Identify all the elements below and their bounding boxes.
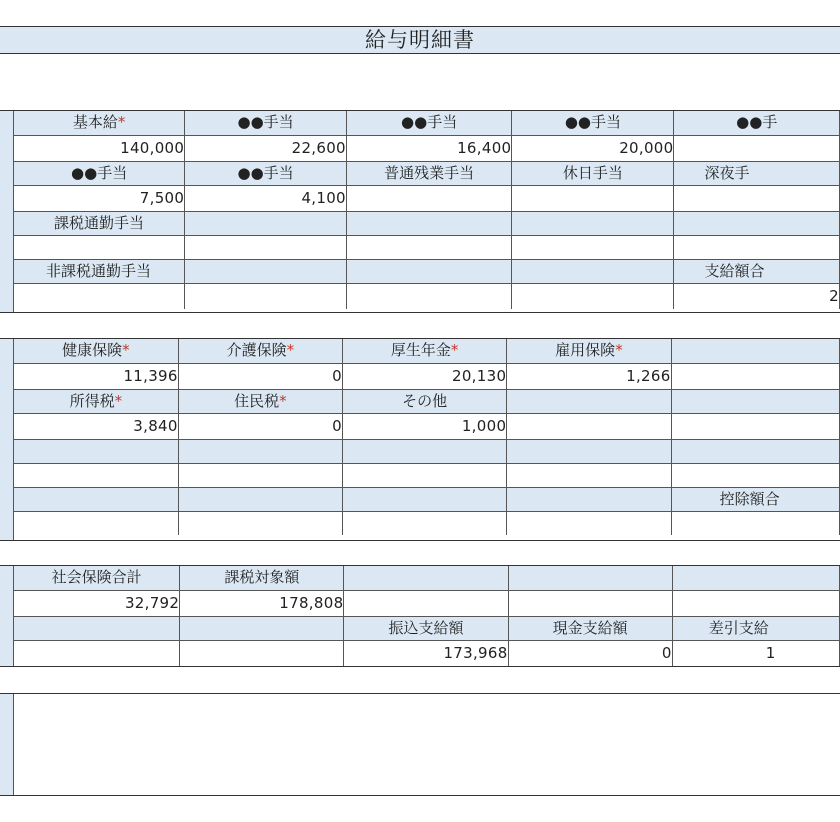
required-mark: * — [117, 113, 126, 132]
label-cell — [180, 616, 344, 640]
value-cell[interactable]: 11,396 — [14, 363, 178, 389]
label-cell — [178, 389, 342, 413]
table-row — [14, 487, 840, 511]
label-cell — [343, 487, 507, 511]
memo-side-tab — [0, 694, 14, 795]
payments-table — [14, 111, 840, 309]
label-cell: その他 — [343, 389, 507, 413]
label-cell: 現金支給額 — [508, 616, 672, 640]
label-cell: 差引支給 — [672, 616, 839, 640]
payments-section — [0, 110, 840, 313]
label-cell — [507, 339, 671, 363]
label-cell: ●●手 — [674, 111, 840, 135]
label-cell — [512, 211, 674, 235]
table-row — [14, 135, 840, 161]
label-cell: ●●手当 — [185, 161, 347, 185]
value-cell[interactable] — [674, 185, 840, 211]
value-cell[interactable] — [14, 640, 180, 666]
value-cell[interactable] — [14, 463, 178, 487]
label-cell — [346, 211, 511, 235]
label-cell — [178, 439, 342, 463]
table-row — [14, 566, 840, 590]
table-row — [14, 211, 840, 235]
label-cell: ●●手当 — [185, 111, 347, 135]
table-row — [14, 235, 840, 259]
value-cell[interactable]: 3,840 — [14, 413, 178, 439]
value-cell[interactable] — [344, 590, 508, 616]
value-cell[interactable]: 22,600 — [185, 135, 347, 161]
value-cell[interactable]: 1,266 — [507, 363, 671, 389]
label-cell — [185, 259, 347, 283]
label-cell: ●●手当 — [14, 161, 185, 185]
label-cell — [671, 389, 839, 413]
required-mark: * — [615, 341, 623, 360]
table-row — [14, 259, 840, 283]
value-cell[interactable]: 0 — [178, 413, 342, 439]
label-cell: 深夜手 — [674, 161, 840, 185]
value-cell[interactable]: 20,000 — [512, 135, 674, 161]
value-cell[interactable] — [343, 511, 507, 535]
memo-section[interactable] — [0, 693, 840, 796]
label-cell — [671, 339, 839, 363]
value-cell[interactable]: 32,792 — [14, 590, 180, 616]
label-cell — [14, 111, 185, 135]
table-row — [14, 413, 840, 439]
value-cell[interactable] — [671, 363, 839, 389]
value-cell[interactable] — [672, 590, 839, 616]
payment-total-label: 支給額合 — [674, 259, 840, 283]
label-text: 基本給 — [72, 113, 118, 132]
value-cell[interactable] — [671, 413, 839, 439]
value-cell[interactable] — [185, 235, 347, 259]
value-cell[interactable] — [180, 640, 344, 666]
label-cell: ●●手当 — [346, 111, 511, 135]
table-row — [14, 389, 840, 413]
table-row — [14, 616, 840, 640]
table-row — [14, 511, 840, 535]
value-cell[interactable] — [512, 185, 674, 211]
value-cell[interactable] — [14, 235, 185, 259]
deductions-table — [14, 339, 840, 535]
label-cell — [674, 211, 840, 235]
value-cell[interactable] — [508, 590, 672, 616]
required-mark: * — [122, 341, 130, 360]
label-cell — [508, 566, 672, 590]
value-cell[interactable] — [178, 463, 342, 487]
required-mark: * — [450, 341, 459, 360]
value-cell[interactable] — [343, 463, 507, 487]
value-cell[interactable] — [346, 185, 511, 211]
label-text: 所得税 — [69, 391, 115, 410]
label-cell — [343, 339, 507, 363]
label-text: 厚生年金 — [390, 341, 451, 360]
value-cell[interactable]: 1 — [672, 640, 839, 666]
label-text: 雇用保険 — [555, 341, 616, 360]
value-cell[interactable] — [507, 511, 671, 535]
value-cell[interactable] — [671, 463, 839, 487]
value-cell[interactable]: 4,100 — [185, 185, 347, 211]
summary-table — [14, 566, 840, 666]
label-cell: ●●手当 — [512, 111, 674, 135]
value-cell[interactable]: 140,000 — [14, 135, 185, 161]
value-cell[interactable] — [14, 283, 185, 309]
required-mark: * — [114, 391, 123, 410]
label-cell — [507, 439, 671, 463]
table-row — [14, 339, 840, 363]
payments-side-tab — [0, 111, 14, 312]
label-cell — [343, 439, 507, 463]
deductions-side-tab — [0, 339, 14, 540]
label-text: 住民税 — [234, 391, 280, 410]
table-row — [14, 363, 840, 389]
label-cell: 課税対象額 — [180, 566, 344, 590]
label-cell — [185, 211, 347, 235]
label-cell — [14, 616, 180, 640]
table-row — [14, 439, 840, 463]
summary-side-tab — [0, 566, 14, 666]
label-cell — [178, 487, 342, 511]
table-row — [14, 111, 840, 135]
label-cell — [14, 487, 178, 511]
value-cell[interactable] — [346, 283, 511, 309]
required-mark: * — [279, 391, 287, 410]
value-cell[interactable] — [512, 283, 674, 309]
table-row — [14, 590, 840, 616]
label-cell — [671, 439, 839, 463]
table-row — [14, 463, 840, 487]
value-cell[interactable] — [674, 135, 840, 161]
required-mark: * — [286, 341, 295, 360]
deduction-total-label: 控除額合 — [671, 487, 839, 511]
label-cell — [14, 439, 178, 463]
label-cell — [507, 389, 671, 413]
deduction-total-value — [671, 511, 839, 535]
value-cell[interactable] — [185, 283, 347, 309]
label-cell — [346, 259, 511, 283]
page-title: 給与明細書 — [0, 26, 840, 54]
label-cell — [507, 487, 671, 511]
label-text: 健康保険 — [62, 341, 123, 360]
value-cell[interactable]: 173,968 — [344, 640, 508, 666]
table-row — [14, 161, 840, 185]
label-cell — [178, 339, 342, 363]
label-cell: 社会保険合計 — [14, 566, 180, 590]
label-cell: 振込支給額 — [344, 616, 508, 640]
taxable-commute-label: 課税通勤手当 — [14, 211, 185, 235]
value-cell[interactable]: 0 — [178, 363, 342, 389]
value-cell[interactable]: 16,400 — [346, 135, 511, 161]
value-cell[interactable]: 7,500 — [14, 185, 185, 211]
label-text: 介護保険 — [226, 341, 287, 360]
label-cell — [672, 566, 839, 590]
label-cell — [512, 259, 674, 283]
label-cell — [14, 339, 178, 363]
payment-total-value: 2 — [674, 283, 840, 309]
value-cell[interactable]: 0 — [508, 640, 672, 666]
label-cell — [14, 389, 178, 413]
table-row — [14, 185, 840, 211]
table-row — [14, 283, 840, 309]
label-cell: 普通残業手当 — [346, 161, 511, 185]
nontaxable-commute-label: 非課税通勤手当 — [14, 259, 185, 283]
value-cell[interactable]: 178,808 — [180, 590, 344, 616]
label-cell — [344, 566, 508, 590]
value-cell[interactable]: 1,000 — [343, 413, 507, 439]
value-cell[interactable] — [507, 463, 671, 487]
deductions-section — [0, 338, 840, 541]
value-cell[interactable] — [507, 413, 671, 439]
value-cell[interactable] — [346, 235, 511, 259]
table-row — [14, 640, 840, 666]
value-cell[interactable] — [14, 511, 178, 535]
summary-section — [0, 565, 840, 667]
value-cell[interactable] — [178, 511, 342, 535]
label-cell: 休日手当 — [512, 161, 674, 185]
value-cell[interactable] — [512, 235, 674, 259]
value-cell[interactable]: 20,130 — [343, 363, 507, 389]
value-cell[interactable] — [674, 235, 840, 259]
